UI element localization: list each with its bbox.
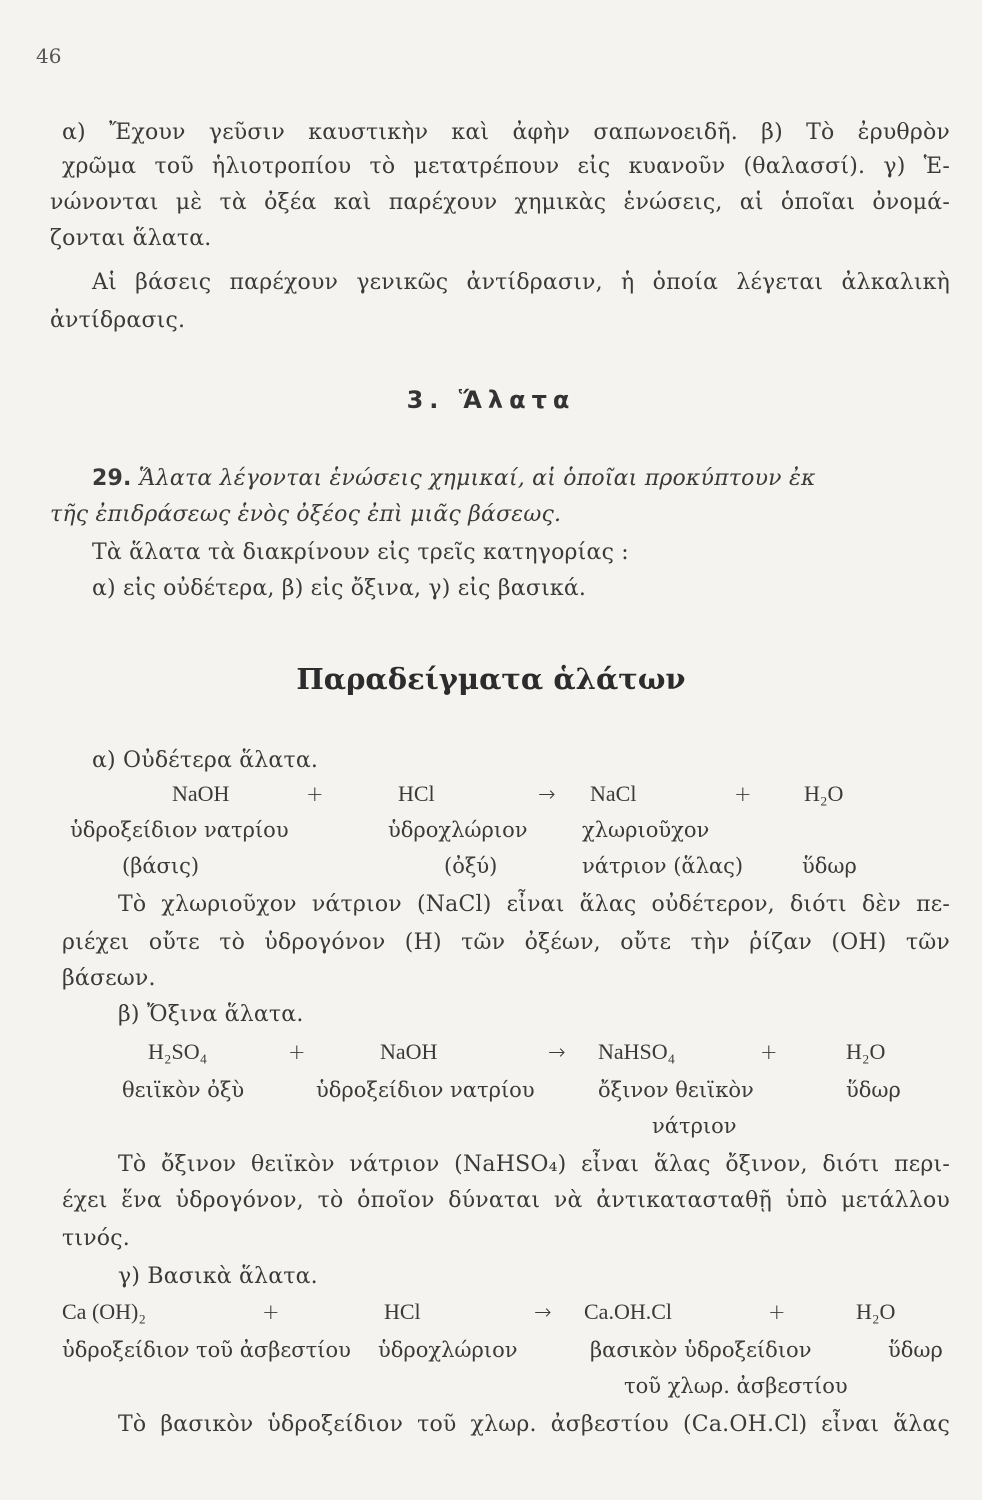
basic-name-1: ὑδροξείδιον τοῦ ἀσβεστίου [62, 1338, 351, 1362]
acid-text-3: τινός. [62, 1226, 130, 1251]
neutral-name-1: ὑδροξείδιον νατρίου [70, 818, 289, 842]
neutral-formula-2: HCl [398, 781, 435, 806]
acid-formula-3: NaHSO₄ [598, 1039, 676, 1064]
basic-name-4: ὕδωρ [888, 1338, 943, 1362]
neutral-type-4: ὕδωρ [802, 854, 857, 878]
acid-text-1: Τὸ ὄξινον θειϊκὸν νάτριον (NaHSO₄) εἶναι ἅλας ὄξινον, διότι περι- [118, 1152, 950, 1177]
acid-name-3: ὄξινον θειϊκὸν [598, 1078, 754, 1102]
acid-title: β) Ὄξινα ἅλατα. [118, 1002, 304, 1027]
neutral-text-2: ριέχει οὔτε τὸ ὑδρογόνον (H) τῶν ὀξέων, οὔτε τὴν ῥίζαν (OH) τῶν [62, 930, 950, 955]
acid-formula-1: H₂SO₄ [148, 1039, 208, 1064]
neutral-arrow: → [538, 782, 556, 806]
neutral-name-2: ὑδροχλώριον [388, 818, 528, 842]
acid-name-2: ὑδροξείδιον νατρίου [316, 1078, 535, 1102]
neutral-type-3: νάτριον (ἅλας) [582, 854, 744, 878]
neutral-formula-4: H₂O [804, 781, 844, 806]
neutral-name-3: χλωριοῦχον [582, 818, 710, 842]
examples-heading: Παραδείγματα ἁλάτων [296, 662, 686, 696]
basic-name-2: ὑδροχλώριον [378, 1338, 518, 1362]
neutral-text-1: Τὸ χλωριοῦχον νάτριον (NaCl) εἶναι ἅλας οὐδέτερον, διότι δὲν πε- [118, 892, 950, 917]
intro-line-4: ζονται ἅλατα. [50, 226, 212, 251]
acid-plus-1: + [288, 1040, 306, 1064]
neutral-plus-1: + [306, 782, 324, 806]
acid-name-3b: νάτριον [652, 1114, 737, 1138]
basic-formula-1: Ca (OH)₂ [62, 1299, 147, 1324]
acid-formula-2: NaOH [380, 1039, 438, 1064]
basic-arrow: → [534, 1300, 552, 1324]
basic-plus-1: + [262, 1300, 280, 1324]
basic-formula-4: H₂O [856, 1299, 896, 1324]
definition-line-1 [92, 464, 950, 494]
acid-name-1: θειϊκὸν ὀξὺ [122, 1078, 245, 1102]
basic-title: γ) Βασικὰ ἅλατα. [118, 1264, 318, 1289]
categories-list: α) εἰς οὐδέτερα, β) εἰς ὄξινα, γ) εἰς βασικά. [92, 576, 587, 601]
definition-line-2: τῆς ἐπιδράσεως ἑνὸς ὀξέος ἐπὶ μιᾶς βάσεως. [50, 502, 562, 527]
intro-line-1: α) Ἔχουν γεῦσιν καυστικὴν καὶ ἀφὴν σαπωνοειδῆ. β) Τὸ ἐρυθρὸν [62, 120, 950, 145]
intro-line-5: Αἱ βάσεις παρέχουν γενικῶς ἀντίδρασιν, ἡ ὁποία λέγεται ἀλκαλικὴ [92, 270, 950, 295]
acid-name-4: ὕδωρ [846, 1078, 901, 1102]
page-number: 46 [36, 44, 62, 68]
basic-name-3b: τοῦ χλωρ. ἀσβεστίου [624, 1374, 848, 1398]
neutral-type-2: (ὀξύ) [444, 854, 498, 878]
acid-text-2: έχει ἕνα ὑδρογόνον, τὸ ὁποῖον δύναται νὰ ἀντικατασταθῇ ὑπὸ μετάλλου [62, 1188, 950, 1213]
intro-line-2: χρῶμα τοῦ ἡλιοτροπίου τὸ μετατρέπουν εἰς κυανοῦν (θαλασσί). γ) Ἑ- [62, 154, 950, 179]
section-heading: 3. Ἅλατα [406, 386, 576, 414]
neutral-type-1: (βάσις) [122, 854, 200, 878]
basic-text-1: Τὸ βασικὸν ὑδροξείδιον τοῦ χλωρ. ἀσβεστίου (Ca.OH.Cl) εἶναι ἅλας [118, 1412, 950, 1437]
basic-name-3: βασικὸν ὑδροξείδιον [590, 1338, 812, 1362]
intro-line-6: ἀντίδρασις. [50, 308, 186, 333]
neutral-formula-1: NaOH [172, 781, 230, 806]
basic-formula-2: HCl [384, 1299, 421, 1324]
neutral-formula-3: NaCl [590, 781, 637, 806]
intro-line-3: νώνονται μὲ τὰ ὀξέα καὶ παρέχουν χημικὰς ἑνώσεις, αἱ ὁποῖαι ὀνομά- [50, 190, 950, 215]
basic-plus-2: + [768, 1300, 786, 1324]
acid-arrow: → [548, 1040, 566, 1064]
basic-formula-3: Ca.OH.Cl [584, 1299, 672, 1324]
definition-text-1: Ἅλατα λέγονται ἑνώσεις χημικαί, αἱ ὁποῖαι προκύπτουν ἐκ [138, 466, 816, 491]
acid-formula-4: H₂O [846, 1039, 886, 1064]
acid-plus-2: + [760, 1040, 778, 1064]
categories-line: Τὰ ἅλατα τὰ διακρίνουν εἰς τρεῖς κατηγορίας : [92, 540, 629, 565]
neutral-plus-2: + [734, 782, 752, 806]
definition-number: 29. [92, 466, 132, 491]
neutral-text-3: βάσεων. [62, 966, 156, 991]
neutral-title: α) Οὐδέτερα ἅλατα. [92, 748, 319, 773]
